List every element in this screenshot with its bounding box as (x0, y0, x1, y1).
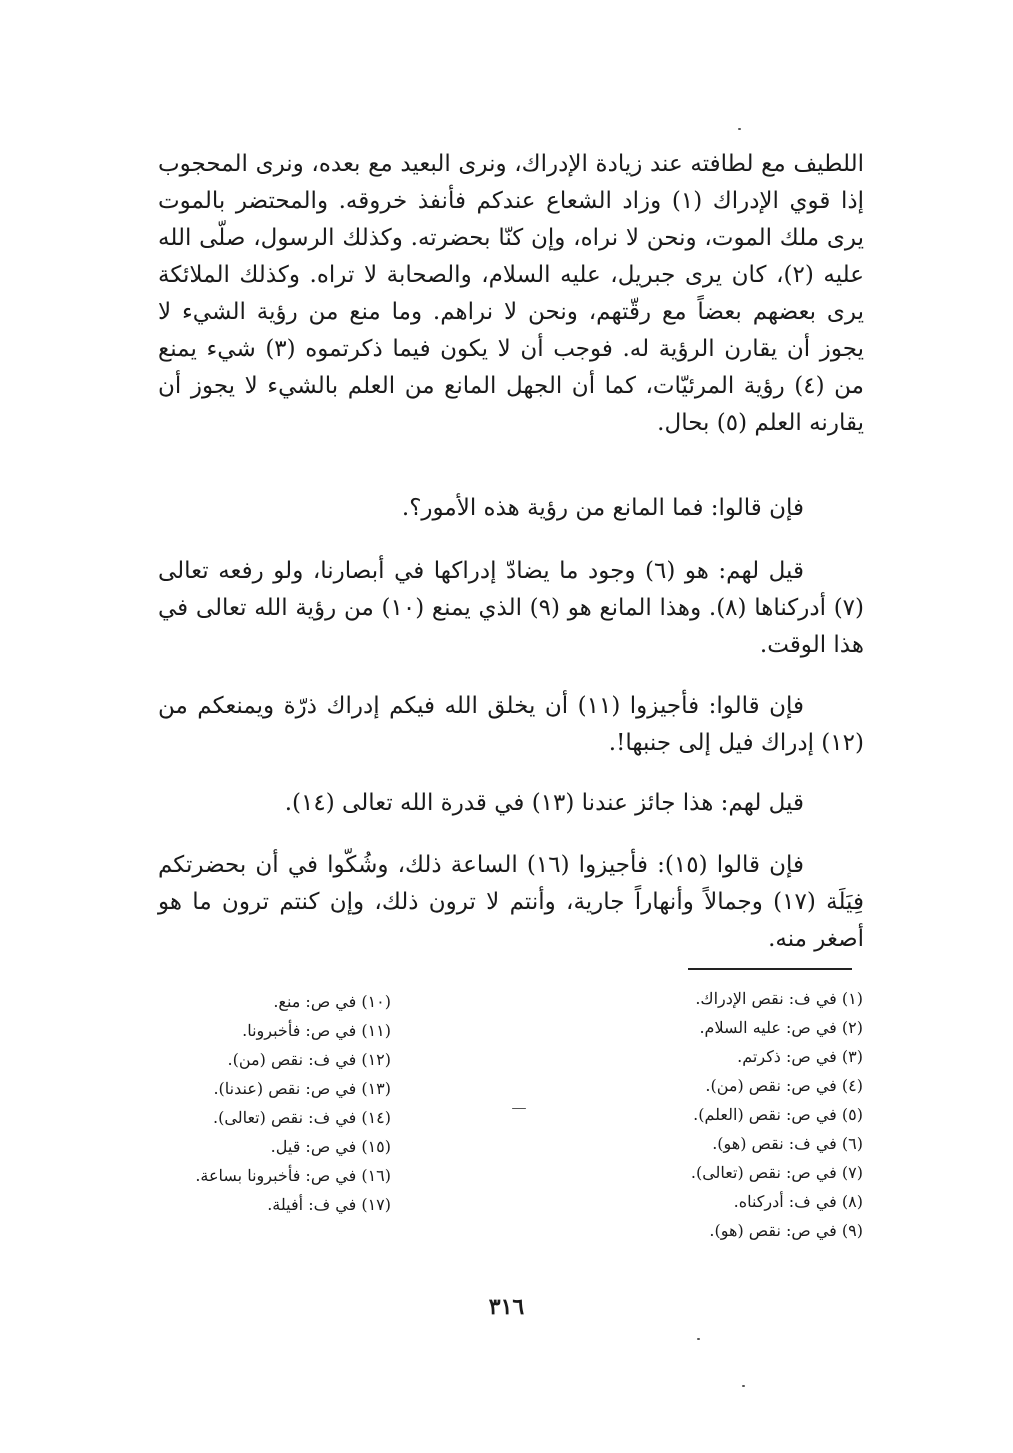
footnote-17: (١٧) في ف: أفيلة. (267, 1195, 391, 1214)
footnote-8: (٨) في ف: أدركناه. (733, 1192, 863, 1211)
paragraph-6: فإن قالوا (١٥): فأجيزوا (١٦) الساعة ذلك، وشُكّوا في أن بحضرتكم فِيَلَة (١٧) وجمالاً وأنهاراً جارية، وأنتم لا ترون ذلك، وإن كنتم ترون ما هو أصغر منه. (158, 852, 864, 952)
paragraph-3: قيل لهم: هو (٦) وجود ما يضادّ إدراكها في أبصارنا، ولو رفعه تعالى (٧) أدركناها (٨). وهذا المانع هو (٩) الذي يمنع (١٠) من رؤية الله تعالى في هذا الوقت. (158, 558, 865, 658)
footnote-12: (١٢) في ف: نقص (من). (227, 1050, 391, 1069)
footnote-13: (١٣) في ص: نقص (عندنا). (213, 1079, 391, 1098)
footnote-7: (٧) في ص: نقص (تعالى). (690, 1163, 863, 1182)
footnote-separator (688, 968, 852, 970)
footnotes-right-column (691, 984, 863, 1245)
footnote-15: (١٥) في ص: قيل. (270, 1137, 391, 1156)
paragraph-2: فإن قالوا: فما المانع من رؤية هذه الأمور؟. (401, 495, 804, 521)
scan-speck (512, 1108, 526, 1109)
footnote-14: (١٤) في ف: نقص (تعالى). (213, 1108, 391, 1127)
paragraph-5: قيل لهم: هذا جائز عندنا (١٣) في قدرة الله تعالى (١٤). (284, 790, 804, 816)
footnote-4: (٤) في ص: نقص (من). (705, 1076, 863, 1095)
footnote-2: (٢) في ص: عليه السلام. (699, 1018, 863, 1037)
footnote-10: (١٠) في ص: منع. (273, 992, 391, 1011)
page-number: ٣١٦ (488, 1294, 525, 1320)
footnote-11: (١١) في ص: فأخبرونا. (242, 1021, 391, 1040)
footnote-16: (١٦) في ص: فأخبرونا بساعة. (195, 1166, 391, 1185)
footnote-6: (٦) في ف: نقص (هو). (712, 1134, 863, 1153)
scan-speck (697, 1338, 700, 1340)
footnote-3: (٣) في ص: ذكرتم. (737, 1047, 863, 1066)
footnote-5: (٥) في ص: نقص (العلم). (693, 1105, 863, 1124)
footnote-9: (٩) في ص: نقص (هو). (709, 1221, 863, 1240)
scan-speck (742, 1385, 745, 1387)
paragraph-1: اللطيف مع لطافته عند زيادة الإدراك، ونرى البعيد مع بعده، ونرى المحجوب إذا قوي الإدراك (١) وزاد الشعاع عندكم فأنفذ خروقه. والمحتضر بالموت يرى ملك الموت، ونحن لا نراه، وإن كنّا بحضرته. وكذلك الرسول، صلّى الله عليه (٢)، كان يرى جبريل، عليه السلام، والصحابة لا تراه. وكذلك الملائكة يرى بعضهم بعضاً مع رقّتهم، ونحن لا نراهم. وما منع من رؤية الشيء لا يجوز أن يقارن الرؤية له. فوجب أن لا يكون فيما ذكرتموه (٣) شيء يمنع من (٤) رؤية المرئيّات، كما أن الجهل المانع من العلم بالشيء لا يجوز أن يقارنه العلم (٥) بحال. (158, 151, 864, 436)
scan-speck (738, 128, 741, 130)
paragraph-4: فإن قالوا: فأجيزوا (١١) أن يخلق الله فيكم إدراك ذرّة ويمنعكم من (١٢) إدراك فيل إلى جنبها!. (158, 693, 864, 756)
footnote-1: (١) في ف: نقص الإدراك. (695, 989, 863, 1008)
footnotes-left-column (195, 987, 391, 1219)
